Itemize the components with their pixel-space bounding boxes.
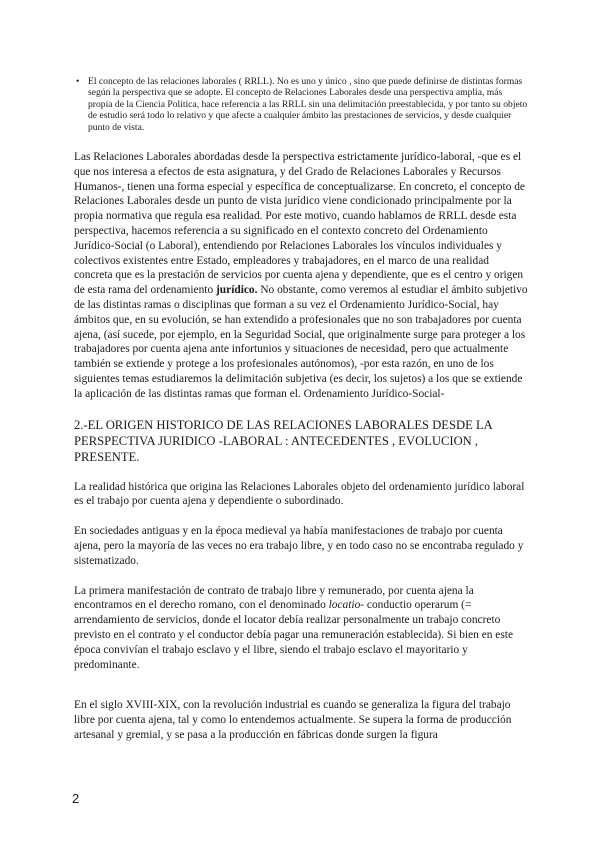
paragraph-text: La primera manifestación de contrato de trabajo libre y remunerado, por cuenta ajena la encontramos en el derecho romano, con el denominado: [74, 584, 474, 612]
paragraph-roman-law: [74, 584, 529, 673]
paragraph-historical-reality: La realidad histórica que origina las Relaciones Laborales objeto del ordenamiento jurídico laboral es el trabajo por cuenta ajena y dependiente o subordinado.: [74, 480, 525, 508]
section-heading: 2.-EL ORIGEN HISTORICO DE LAS RELACIONES LABORALES DESDE LA PERSPECTIVA JURIDICO -LABORAL : ANTECEDENTES , EVOLUCION , PRESENTE.: [74, 417, 493, 464]
bullet-icon: •: [76, 76, 80, 87]
paragraph-text: - conductio operarum (= arrendamiento de servicios, donde el locator debía realizar personalmente un trabajo concreto previsto en el contrato y el conductor debía pagar una remuneración establecida). Si bien en este época convivían el trabajo esclavo y el libre, siendo el trabajo esclavo el mayoritario y predominante.: [74, 599, 513, 671]
bullet-text: El concepto de las relaciones laborales ( RRLL). No es uno y único , sino que puede definirse de distintas formas según la perspectiva que se adopte. El concepto de Relaciones Laborales desde una perspectiva amplia, más propia de la Ciencia Política, hace referencia a las RRLL sin una delimitación preestablecida, y por tanto su objeto de estudio será todo lo relativo y que afecte a cualquier ámbito las prestaciones de servicios, y desde cualquier punto de vista.: [88, 76, 528, 133]
page-number: 2: [72, 791, 80, 806]
paragraph-text: No obstante, como veremos al estudiar el ámbito subjetivo de las distintas ramas o disciplinas que forman a su vez el Ordenamiento Jurídico-Social, hay ámbitos que, en su evolución, se han extendido a profesionales que no son trabajadores por cuenta ajena, (así sucede, por ejemplo, en la Seguridad Social, que originalmente surge para proteger a los trabajadores por cuenta ajena ante infortunios y situaciones de necesidad, pero que actualmente también se extiende y protege a los profesionales autónomos), -por esta razón, en uno de los siguientes temas estudiaremos la delimitación subjetiva (es decir, los sujetos) a los que se extiende la aplicación de las distintas ramas que forman el. Ordenamiento Jurídico-Social-: [74, 284, 528, 400]
bullet-list-item: [76, 76, 529, 133]
paragraph-text: Las Relaciones Laborales abordadas desde la perspectiva estrictamente jurídico-laboral, -que es el que nos interesa a efectos de esta asignatura, y del Grado de Relaciones Laborales y Recursos Humanos-, tienen una forma especial y específica de conceptualizarse. En concreto, el concepto de Relaciones Laborales desde un punto de vista jurídico viene condicionado principalmente por la propia normativa que regula esa realidad. Por este motivo, cuando hablamos de RRLL desde esta perspectiva, hacemos referencia a su significado en el contexto concreto del Ordenamiento Jurídico-Social (o Laboral), entendiendo por Relaciones Laborales los vínculos individuales y colectivos existentes entre Estado, empleadores y trabajadores, en el marco de una realidad concreta que es la prestación de servicios por cuenta ajena y dependiente, que es el centro y origen de esta rama del ordenamiento: [74, 151, 525, 297]
bold-text: jurídico.: [216, 284, 258, 297]
paragraph-industrial-revolution: En el siglo XVIII-XIX, con la revolución industrial es cuando se generaliza la figura del trabajo libre por cuenta ajena, tal y como lo entendemos actualmente. Se supera la forma de producción artesanal y gremial, y se pasa a la producción en fábricas donde surgen la figura: [74, 699, 512, 741]
italic-text: locatio: [328, 599, 361, 612]
paragraph-legal-concept: [74, 150, 529, 402]
paragraph-ancient-societies: En sociedades antiguas y en la época medieval ya había manifestaciones de trabajo por cuenta ajena, pero la mayoría de las veces no era trabajo libre, y en todo caso no se encontraba regulado y sistematizado.: [74, 525, 524, 567]
